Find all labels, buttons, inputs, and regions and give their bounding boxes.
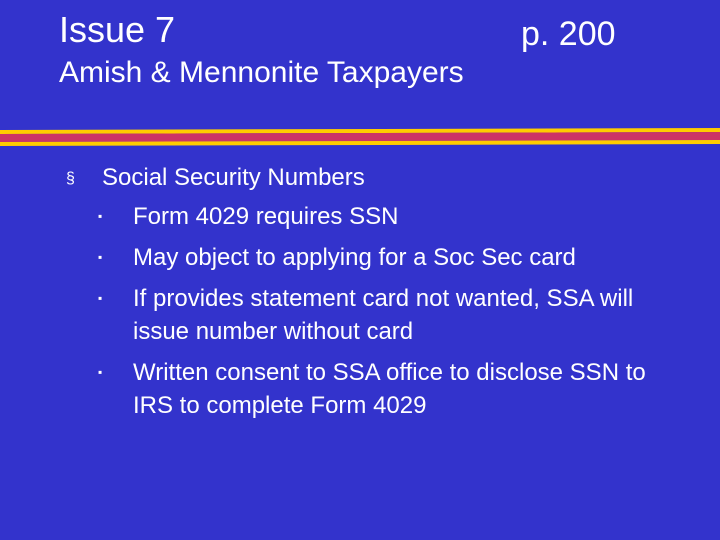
sub-bullet-text: May object to applying for a Soc Sec card (133, 244, 576, 271)
sub-bullet-text: Written consent to SSA office to disclose SSN to IRS to complete Form 4029 (133, 359, 646, 419)
sub-bullet-item (98, 200, 698, 233)
sub-bullet-text: Form 4029 requires SSN (133, 203, 399, 230)
small-square-bullet-icon: ▪ (98, 365, 103, 379)
sub-bullet-item (98, 241, 698, 274)
small-square-bullet-icon: ▪ (98, 291, 103, 305)
slide-subtitle: Amish & Mennonite Taxpayers (59, 56, 464, 89)
bullet-text: Social Security Numbers (102, 164, 365, 191)
small-square-bullet-icon: ▪ (98, 209, 103, 223)
sub-bullet-item (98, 356, 658, 422)
title-row (59, 8, 659, 52)
small-square-bullet-icon: ▪ (98, 250, 103, 264)
square-bullet-icon: § (66, 170, 75, 187)
title-divider (0, 128, 720, 148)
page-reference: p. 200 (521, 15, 616, 53)
bullet-item (66, 158, 365, 199)
slide-title: Issue 7 (59, 9, 176, 50)
sub-bullet-item (98, 282, 638, 348)
sub-bullet-text: If provides statement card not wanted, SSA will issue number without card (133, 285, 634, 345)
